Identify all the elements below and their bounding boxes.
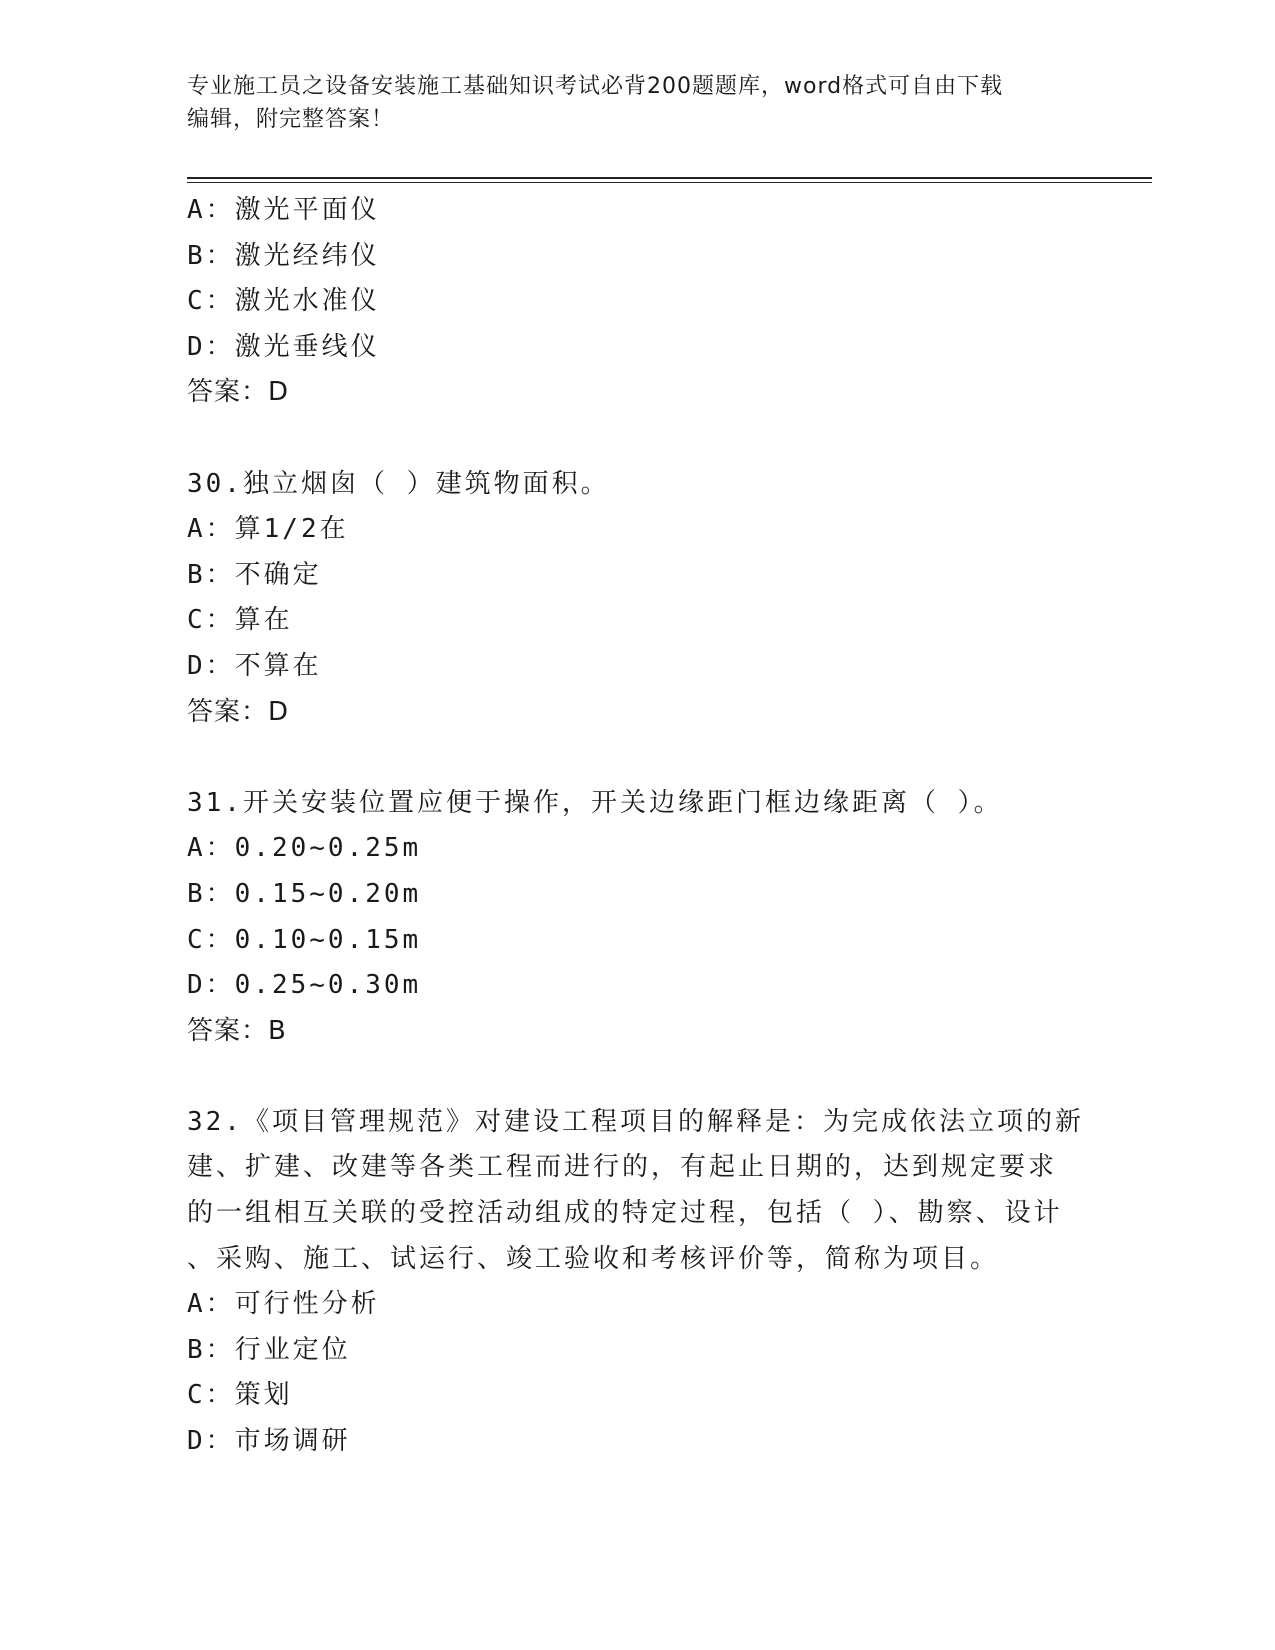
question-stem-line-4: 、采购、施工、试运行、竣工验收和考核评价等，简称为项目。 xyxy=(187,1243,1000,1274)
option-a: A：0.20~0.25m xyxy=(187,833,422,864)
question-stem-line-2: 建、扩建、改建等各类工程而进行的，有起止日期的，达到规定要求 xyxy=(187,1152,1058,1183)
option-c: C：0.10~0.15m xyxy=(187,924,422,955)
option-b: B：行业定位 xyxy=(187,1334,351,1365)
option-c: C：算在 xyxy=(187,605,293,636)
question-stem-line-1: 32.《项目管理规范》对建设工程项目的解释是：为完成依法立项的新 xyxy=(187,1106,1084,1137)
option-a: A：可行性分析 xyxy=(187,1289,380,1320)
answer-line: 答案：B xyxy=(187,1015,287,1046)
question-stem-line-3: 的一组相互关联的受控活动组成的特定过程，包括（ ）、勘察、设计 xyxy=(187,1198,1063,1229)
option-b: B：0.15~0.20m xyxy=(187,878,422,909)
option-d: D：不算在 xyxy=(187,650,322,681)
option-a: A：算1/2在 xyxy=(187,514,349,545)
header-rule-thick xyxy=(187,177,1152,179)
question-list xyxy=(187,188,1087,1465)
header-line-1: 专业施工员之设备安装施工基础知识考试必背200题题库，word格式可自由下载 xyxy=(187,74,1004,99)
question-stem: 31.开关安装位置应便于操作，开关边缘距门框边缘距离（ ）。 xyxy=(187,787,1003,818)
header-rule-thin xyxy=(187,182,1152,183)
question-stem: 30.独立烟囱（ ）建筑物面积。 xyxy=(187,468,610,499)
question-31-block xyxy=(187,781,1087,1055)
option-c: C：激光水准仪 xyxy=(187,286,380,317)
question-29-block xyxy=(187,188,1087,416)
option-b: B：激光经纬仪 xyxy=(187,240,380,271)
question-32-block xyxy=(187,1100,1087,1465)
option-b: B：不确定 xyxy=(187,559,322,590)
spacer xyxy=(187,416,1087,462)
option-d: D：激光垂线仪 xyxy=(187,331,380,362)
spacer xyxy=(187,735,1087,781)
header-line-2: 编辑，附完整答案！ xyxy=(187,107,395,132)
option-c: C：策划 xyxy=(187,1380,293,1411)
option-d: D：0.25~0.30m xyxy=(187,970,422,1001)
page-header xyxy=(187,70,1087,136)
option-d: D：市场调研 xyxy=(187,1426,351,1457)
answer-line: 答案：D xyxy=(187,377,290,408)
question-30-block xyxy=(187,462,1087,736)
option-a: A：激光平面仪 xyxy=(187,195,380,225)
answer-line: 答案：D xyxy=(187,696,290,727)
spacer xyxy=(187,1054,1087,1100)
